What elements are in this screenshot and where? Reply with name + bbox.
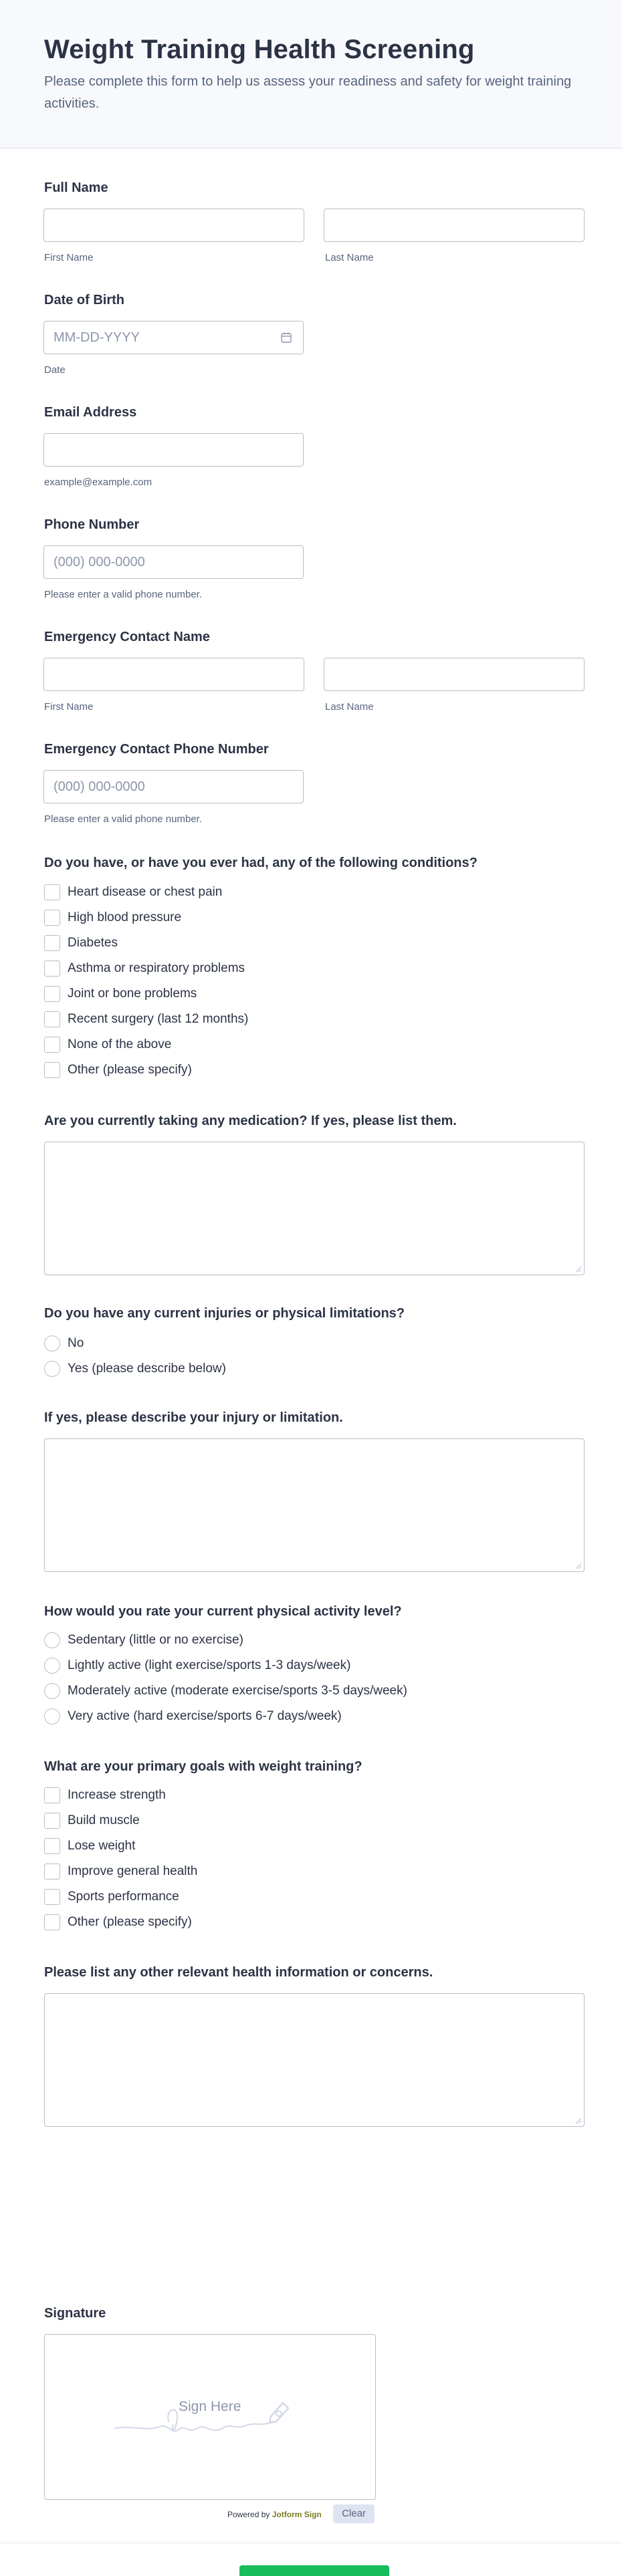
injury-option[interactable]: Yes (please describe below) <box>44 1360 226 1378</box>
activity-label: How would you rate your current physical activity level? <box>44 1604 402 1619</box>
radio-button[interactable] <box>44 1683 60 1699</box>
checkbox[interactable] <box>44 1914 60 1930</box>
emergency-phone-label: Emergency Contact Phone Number <box>44 742 269 757</box>
goal-option[interactable]: Improve general health <box>44 1862 197 1881</box>
powered-brand: Jotform Sign <box>272 2510 322 2519</box>
dob-sublabel: Date <box>44 364 66 376</box>
checkbox[interactable] <box>44 910 60 926</box>
checkbox[interactable] <box>44 884 60 900</box>
injury-option[interactable]: No <box>44 1334 84 1353</box>
form-description: Please complete this form to help us assess your readiness and safety for weight training activities. <box>44 74 572 111</box>
resize-handle-icon[interactable] <box>575 2117 582 2124</box>
goal-option[interactable]: Other (please specify) <box>44 1913 192 1932</box>
activity-option[interactable]: Sedentary (little or no exercise) <box>44 1631 243 1650</box>
radio-button[interactable] <box>44 1658 60 1674</box>
radio-button[interactable] <box>44 1632 60 1648</box>
medication-textarea[interactable] <box>44 1142 585 1275</box>
checkbox[interactable] <box>44 1037 60 1053</box>
condition-option[interactable]: Asthma or respiratory problems <box>44 959 245 978</box>
powered-prefix: Powered by <box>227 2510 270 2519</box>
condition-option[interactable]: Joint or bone problems <box>44 985 197 1003</box>
dob-placeholder: MM-DD-YYYY <box>54 330 140 345</box>
emergency-last-name-input[interactable] <box>324 658 585 691</box>
checkbox[interactable] <box>44 1863 60 1880</box>
goal-option[interactable]: Sports performance <box>44 1888 179 1906</box>
form-title: Weight Training Health Screening <box>44 35 475 64</box>
activity-option[interactable]: Moderately active (moderate exercise/sports 3-5 days/week) <box>44 1682 407 1700</box>
emergency-last-sublabel: Last Name <box>325 701 374 713</box>
medication-label: Are you currently taking any medication? If yes, please list them. <box>44 1114 457 1128</box>
last-name-sublabel: Last Name <box>325 252 374 263</box>
dob-input[interactable] <box>43 321 304 354</box>
activity-option[interactable]: Very active (hard exercise/sports 6-7 days/week) <box>44 1707 342 1726</box>
emergency-phone-input[interactable] <box>43 770 304 803</box>
form-header <box>0 0 622 148</box>
pen-icon <box>266 2396 294 2424</box>
phone-input[interactable] <box>43 545 304 579</box>
checkbox[interactable] <box>44 986 60 1002</box>
emergency-first-sublabel: First Name <box>44 701 94 713</box>
first-name-sublabel: First Name <box>44 252 94 263</box>
resize-handle-icon[interactable] <box>575 1563 582 1569</box>
injuries-label: Do you have any current injuries or physical limitations? <box>44 1306 405 1321</box>
last-name-input[interactable] <box>324 209 585 242</box>
goal-option[interactable]: Build muscle <box>44 1811 140 1830</box>
checkbox[interactable] <box>44 1838 60 1854</box>
condition-option[interactable]: High blood pressure <box>44 908 181 927</box>
injury-desc-textarea[interactable] <box>44 1438 585 1572</box>
condition-option[interactable]: Diabetes <box>44 934 118 952</box>
other-info-label: Please list any other relevant health information or concerns. <box>44 1965 433 1980</box>
checkbox[interactable] <box>44 1787 60 1803</box>
goals-label: What are your primary goals with weight training? <box>44 1759 362 1774</box>
checkbox[interactable] <box>44 1889 60 1905</box>
first-name-input[interactable] <box>43 209 304 242</box>
sign-here-placeholder: Sign Here <box>179 2399 241 2414</box>
dob-label: Date of Birth <box>44 293 124 307</box>
full-name-label: Full Name <box>44 180 108 195</box>
radio-button[interactable] <box>44 1708 60 1724</box>
calendar-icon[interactable] <box>280 332 292 344</box>
emergency-phone-sublabel: Please enter a valid phone number. <box>44 813 202 825</box>
checkbox[interactable] <box>44 1011 60 1027</box>
condition-option[interactable]: Recent surgery (last 12 months) <box>44 1010 248 1029</box>
goal-option[interactable]: Lose weight <box>44 1837 135 1855</box>
radio-button[interactable] <box>44 1335 60 1351</box>
radio-button[interactable] <box>44 1361 60 1377</box>
checkbox[interactable] <box>44 935 60 951</box>
email-label: Email Address <box>44 405 137 420</box>
phone-placeholder: (000) 000-0000 <box>54 555 145 569</box>
clear-signature-button[interactable]: Clear <box>333 2504 375 2523</box>
powered-by <box>227 2510 322 2519</box>
other-info-textarea[interactable] <box>44 1993 585 2127</box>
submit-button[interactable] <box>239 2565 389 2576</box>
phone-sublabel: Please enter a valid phone number. <box>44 589 202 600</box>
injury-desc-label: If yes, please describe your injury or limitation. <box>44 1410 343 1425</box>
signature-label: Signature <box>44 2306 106 2321</box>
emergency-first-name-input[interactable] <box>43 658 304 691</box>
goal-option[interactable]: Increase strength <box>44 1786 166 1805</box>
phone-label: Phone Number <box>44 517 140 532</box>
condition-option[interactable]: Heart disease or chest pain <box>44 883 222 902</box>
checkbox[interactable] <box>44 960 60 977</box>
checkbox[interactable] <box>44 1813 60 1829</box>
conditions-label: Do you have, or have you ever had, any of the following conditions? <box>44 856 478 870</box>
email-sublabel: example@example.com <box>44 477 152 488</box>
checkbox[interactable] <box>44 1062 60 1078</box>
resize-handle-icon[interactable] <box>575 1266 582 1273</box>
email-input[interactable] <box>43 433 304 467</box>
emergency-name-label: Emergency Contact Name <box>44 630 210 644</box>
emergency-phone-placeholder: (000) 000-0000 <box>54 779 145 794</box>
condition-option[interactable]: None of the above <box>44 1035 171 1054</box>
condition-option[interactable]: Other (please specify) <box>44 1061 192 1079</box>
signature-pad[interactable] <box>44 2334 376 2500</box>
activity-option[interactable]: Lightly active (light exercise/sports 1-3 days/week) <box>44 1656 350 1675</box>
